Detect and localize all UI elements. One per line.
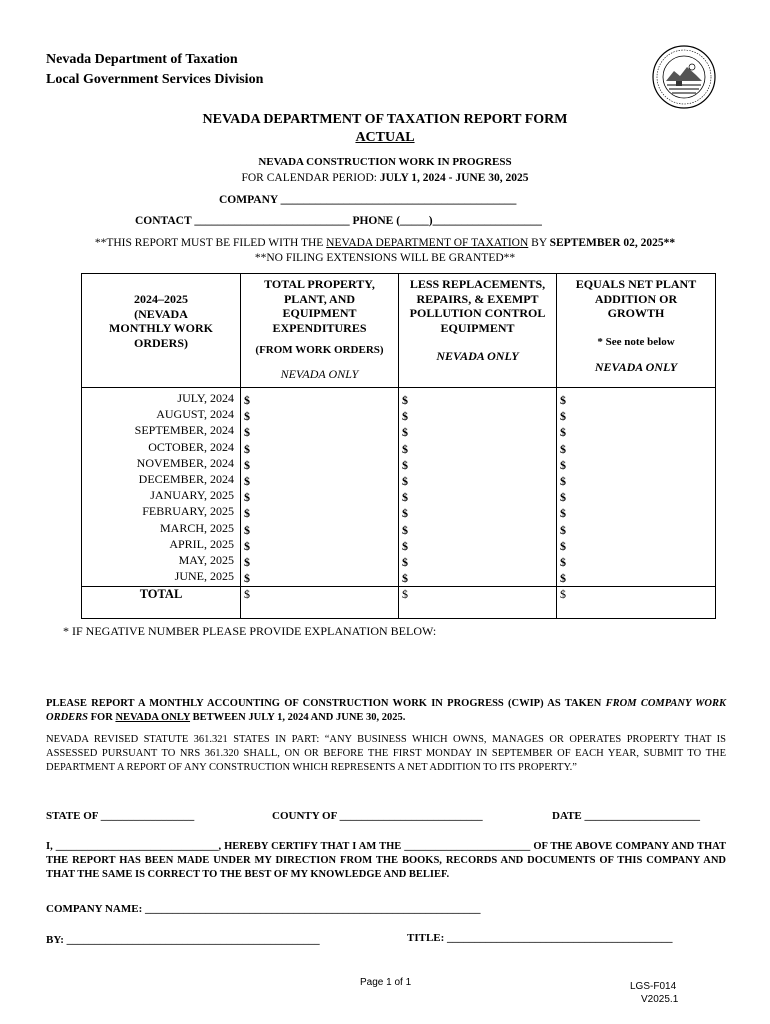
month-list [82, 388, 241, 587]
col3-header: LESS REPLACEMENTS, REPAIRS, & EXEMPT POLLUTION CONTROL EQUIPMENT NEVADA ONLY [399, 274, 556, 364]
phone-label: PHONE [352, 215, 394, 227]
month-row: JANUARY, 2025 [150, 488, 234, 503]
period-prefix: FOR CALENDAR PERIOD: [241, 172, 377, 184]
agency-name: Nevada Department of Taxation [46, 52, 238, 67]
certification-text[interactable]: I, _______________________________, HEREBY CERTIFY THAT I AM THE ________________________ OF THE ABOVE COMPANY AND THAT THE REPORT HAS BEEN MADE UNDER MY DIRECTION FROM THE BOOKS, RECORDS AND DOCUMENTS OF THIS COMPANY AND THAT THE SAME IS CORRECT TO THE BEST OF MY KNOWLEDGE AND BELIEF. [46, 841, 726, 880]
filing-notice [0, 237, 770, 249]
cwip-report-table [81, 273, 716, 619]
col3-nevada-only: NEVADA ONLY [436, 349, 519, 363]
form-title: NEVADA DEPARTMENT OF TAXATION REPORT FORM [202, 112, 568, 127]
header-cell-period [82, 274, 241, 388]
negative-note: * IF NEGATIVE NUMBER PLEASE PROVIDE EXPLANATION BELOW: [63, 624, 437, 638]
form-version: V2025.1 [641, 994, 679, 1005]
month-row: OCTOBER, 2024 [148, 439, 234, 454]
col2-nevada-only: NEVADA ONLY [280, 366, 359, 381]
notice-deadline: SEPTEMBER 02, 2025** [549, 237, 676, 249]
header-cell-net [557, 274, 716, 388]
notice-agency: NEVADA DEPARTMENT OF TAXATION [326, 237, 529, 249]
form-subtitle: ACTUAL [355, 130, 415, 145]
col4-header: EQUALS NET PLANT ADDITION OR GROWTH * See note below NEVADA ONLY [557, 274, 715, 375]
report-name: NEVADA CONSTRUCTION WORK IN PROGRESS [258, 156, 512, 168]
month-row: FEBRUARY, 2025 [142, 504, 234, 519]
total-less-field[interactable]: $ [399, 587, 557, 619]
by-field[interactable]: BY: ______________________________________________ [46, 934, 320, 946]
month-row: DECEMBER, 2024 [138, 472, 234, 487]
total-expenditure-field[interactable]: $ [241, 587, 399, 619]
total-net-field[interactable]: $ [557, 587, 716, 619]
contact-label: CONTACT [135, 215, 192, 227]
company-field[interactable] [219, 194, 516, 206]
month-row: APRIL, 2025 [169, 536, 234, 551]
instructions [46, 697, 726, 725]
notice-by: BY [531, 237, 547, 249]
total-label: TOTAL [82, 587, 241, 619]
extensions-notice: **NO FILING EXTENSIONS WILL BE GRANTED** [254, 252, 516, 264]
col2-note: (FROM WORK ORDERS) [255, 344, 384, 356]
header-cell-total [241, 274, 399, 388]
nevada-seal-icon [652, 45, 716, 109]
company-line: _________________________________________ [280, 194, 517, 206]
header-cell-less [399, 274, 557, 388]
col4-nevada-only: NEVADA ONLY [594, 360, 678, 374]
col1-header: 2024–2025 (NEVADA MONTHLY WORK ORDERS) [109, 292, 213, 350]
month-row: AUGUST, 2024 [156, 407, 234, 422]
month-row: MARCH, 2025 [159, 520, 234, 535]
phone-line: (_____)___________________ [396, 215, 542, 227]
month-row: JUNE, 2025 [174, 569, 234, 584]
company-name-field[interactable]: COMPANY NAME: _____________________________________________________________ [46, 903, 481, 915]
division-name: Local Government Services Division [46, 72, 264, 87]
less-replacements-inputs[interactable]: $ $ $ $ $ $ $ $ $ $ $ $ [399, 388, 557, 587]
contact-line: ___________________________ [194, 215, 350, 227]
instructions-for: FOR [90, 712, 113, 723]
instructions-part2: BETWEEN JULY 1, 2024 AND JUNE 30, 2025. [192, 712, 406, 723]
total-expenditure-inputs[interactable]: $ $ $ $ $ $ $ $ $ $ $ $ [241, 388, 399, 587]
date-field[interactable]: DATE _____________________ [552, 810, 700, 822]
period-dates: JULY 1, 2024 - JUNE 30, 2025 [379, 172, 529, 184]
month-row: SEPTEMBER, 2024 [134, 423, 234, 438]
net-addition-inputs[interactable]: $ $ $ $ $ $ $ $ $ $ $ $ [557, 388, 716, 587]
col2-header: TOTAL PROPERTY, PLANT, AND EQUIPMENT EXPENDITURES (FROM WORK ORDERS) NEVADA ONLY [241, 274, 398, 381]
col4-note: * See note below [597, 335, 675, 348]
title-field[interactable]: TITLE: _________________________________________ [407, 932, 673, 944]
company-label: COMPANY [219, 194, 278, 206]
contact-field[interactable] [135, 215, 542, 227]
month-row: MAY, 2025 [178, 553, 234, 568]
notice-prefix: **THIS REPORT MUST BE FILED WITH THE [94, 237, 324, 249]
month-row: NOVEMBER, 2024 [136, 455, 234, 470]
form-id: LGS-F014 [630, 981, 677, 992]
state-of-field[interactable]: STATE OF _________________ [46, 810, 195, 822]
county-of-field[interactable]: COUNTY OF __________________________ [272, 810, 483, 822]
instructions-nevada-only: NEVADA ONLY [115, 712, 191, 723]
calendar-period [0, 172, 770, 184]
instructions-part1: PLEASE REPORT A MONTHLY ACCOUNTING OF CONSTRUCTION WORK IN PROGRESS (CWIP) AS TAKEN [46, 698, 602, 709]
instructions-italic: FROM COMPANY WORK ORDERS [46, 698, 727, 723]
month-row: JULY, 2024 [177, 391, 234, 405]
page-number: Page 1 of 1 [360, 977, 412, 988]
statute-text: NEVADA REVISED STATUTE 361.321 STATES IN PART: “ANY BUSINESS WHICH OWNS, MANAGES OR OPERATES PROPERTY THAT IS ASSESSED PURSUANT TO NRS 361.320 SHALL, ON OR BEFORE THE FIRST MONDAY IN SEPTEMBER OF EACH YEAR, SUBMIT TO THE DEPARTMENT A REPORT OF ANY CONSTRUCTION WHICH REPRESENTS A NET ADDITION TO ITS PROPERTY.” [46, 734, 726, 773]
explanation-area[interactable] [63, 642, 726, 690]
